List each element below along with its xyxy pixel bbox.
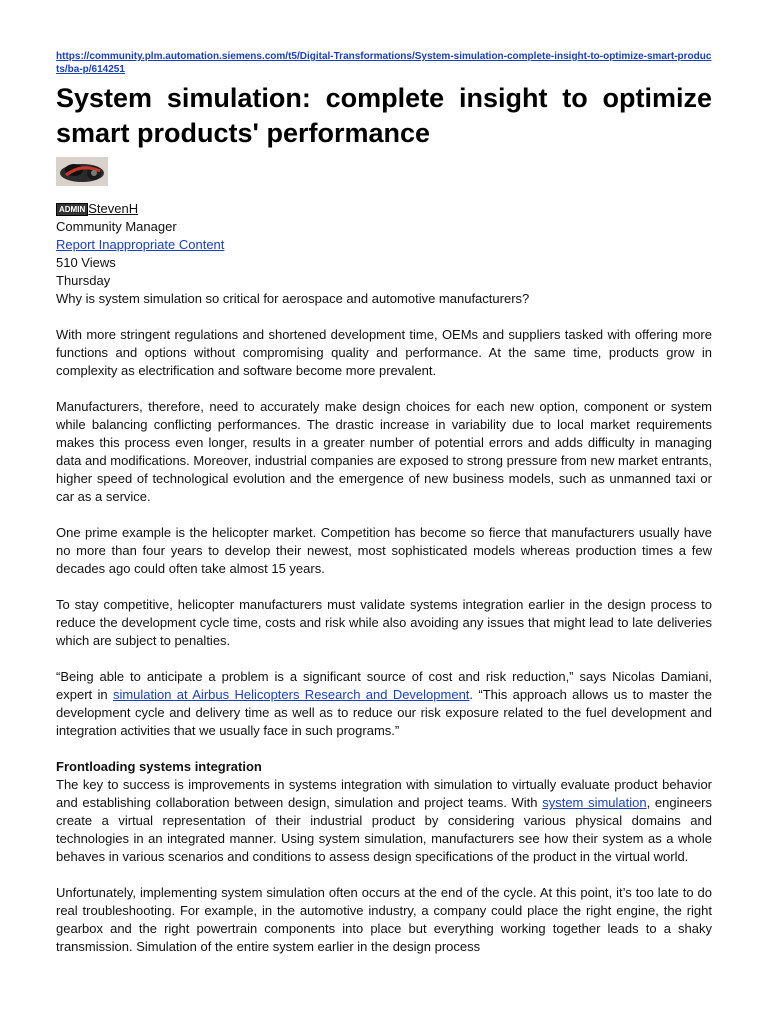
paragraph-5-text-a: “Being able to anticipate a problem is a significant source of cost and risk reduction,” says Nicolas Damiani, expert in <box>56 669 712 702</box>
post-day: Thursday <box>56 273 111 288</box>
paragraph-6-text-b: , engineers create a virtual representation of their industrial product by considering various physical domains and technologies in an integrated manner. Using system simulation, manufacturers see how their system as a whole behaves in various scenarios and conditions to assess design specifications of the product in the virtual world. <box>56 795 713 864</box>
paragraph-6-text-a: The key to success is improvements in systems integration with simulation to virtually evaluate product behavior and establishing collaboration between design, simulation and project teams. With <box>56 777 712 810</box>
author-role: Community Manager <box>56 219 177 234</box>
airbus-simulation-link[interactable]: simulation at Airbus Helicopters Research and Development <box>112 687 470 702</box>
author-meta <box>56 200 712 290</box>
paragraph-5 <box>56 668 712 740</box>
author-avatar <box>56 157 108 186</box>
paragraph-7: Unfortunately, implementing system simulation often occurs at the end of the cycle. At this point, it’s too late to do real troubleshooting. For example, in the automotive industry, a company could place the right engine, the right gearbox and the right powertrain components into place but everything working together leads to a shaky transmission. Simulation of the entire system earlier in the design process <box>56 885 712 954</box>
section-heading: Frontloading systems integration <box>56 759 262 774</box>
paragraph-3: One prime example is the helicopter market. Competition has become so fierce that manufacturers usually have no more than four years to develop their newest, most sophisticated models whereas production times a few decades ago could often take almost 15 years. <box>56 525 712 576</box>
paragraph-1: With more stringent regulations and shortened development time, OEMs and suppliers tasked with offering more functions and options without compromising quality and performance. At the same time, products grow in complexity as electrification and software become more prevalent. <box>56 327 712 378</box>
author-name-link[interactable]: StevenH <box>88 201 139 216</box>
page-title: System simulation: complete insight to optimize smart products' performance <box>56 83 712 148</box>
intro-question: Why is system simulation so critical for aerospace and automotive manufacturers? <box>56 291 530 306</box>
paragraph-6 <box>56 776 712 866</box>
system-simulation-link[interactable]: system simulation <box>542 795 647 810</box>
source-url-link[interactable]: https://community.plm.automation.siemens.com/t5/Digital-Transformations/System-simulation-complete-insight-to-optimize-smart-products/ba-p/614251 <box>56 51 712 75</box>
view-count: 510 Views <box>56 255 116 270</box>
paragraph-5-text-b: . “This approach allows us to master the development cycle and delivery time as well as to reduce our risk exposure related to the fuel development and integration activities that we usually face in such programs.” <box>56 687 712 738</box>
report-content-link[interactable]: Report Inappropriate Content <box>56 237 225 252</box>
paragraph-2: Manufacturers, therefore, need to accurately make design choices for each new option, component or system while balancing conflicting performances. The drastic increase in variability due to local market requirements makes this process even longer, results in a greater number of potential errors and adds difficulty in managing data and modifications. Moreover, industrial companies are exposed to strong pressure from new market entrants, higher speed of technological evolution and the emergence of new business models, such as unmanned taxi or car as a service. <box>56 399 712 504</box>
paragraph-4: To stay competitive, helicopter manufacturers must validate systems integration earlier in the design process to reduce the development cycle time, costs and risk while also avoiding any issues that might lead to late deliveries which are subject to penalties. <box>56 597 712 648</box>
admin-badge: ADMIN <box>56 203 88 216</box>
